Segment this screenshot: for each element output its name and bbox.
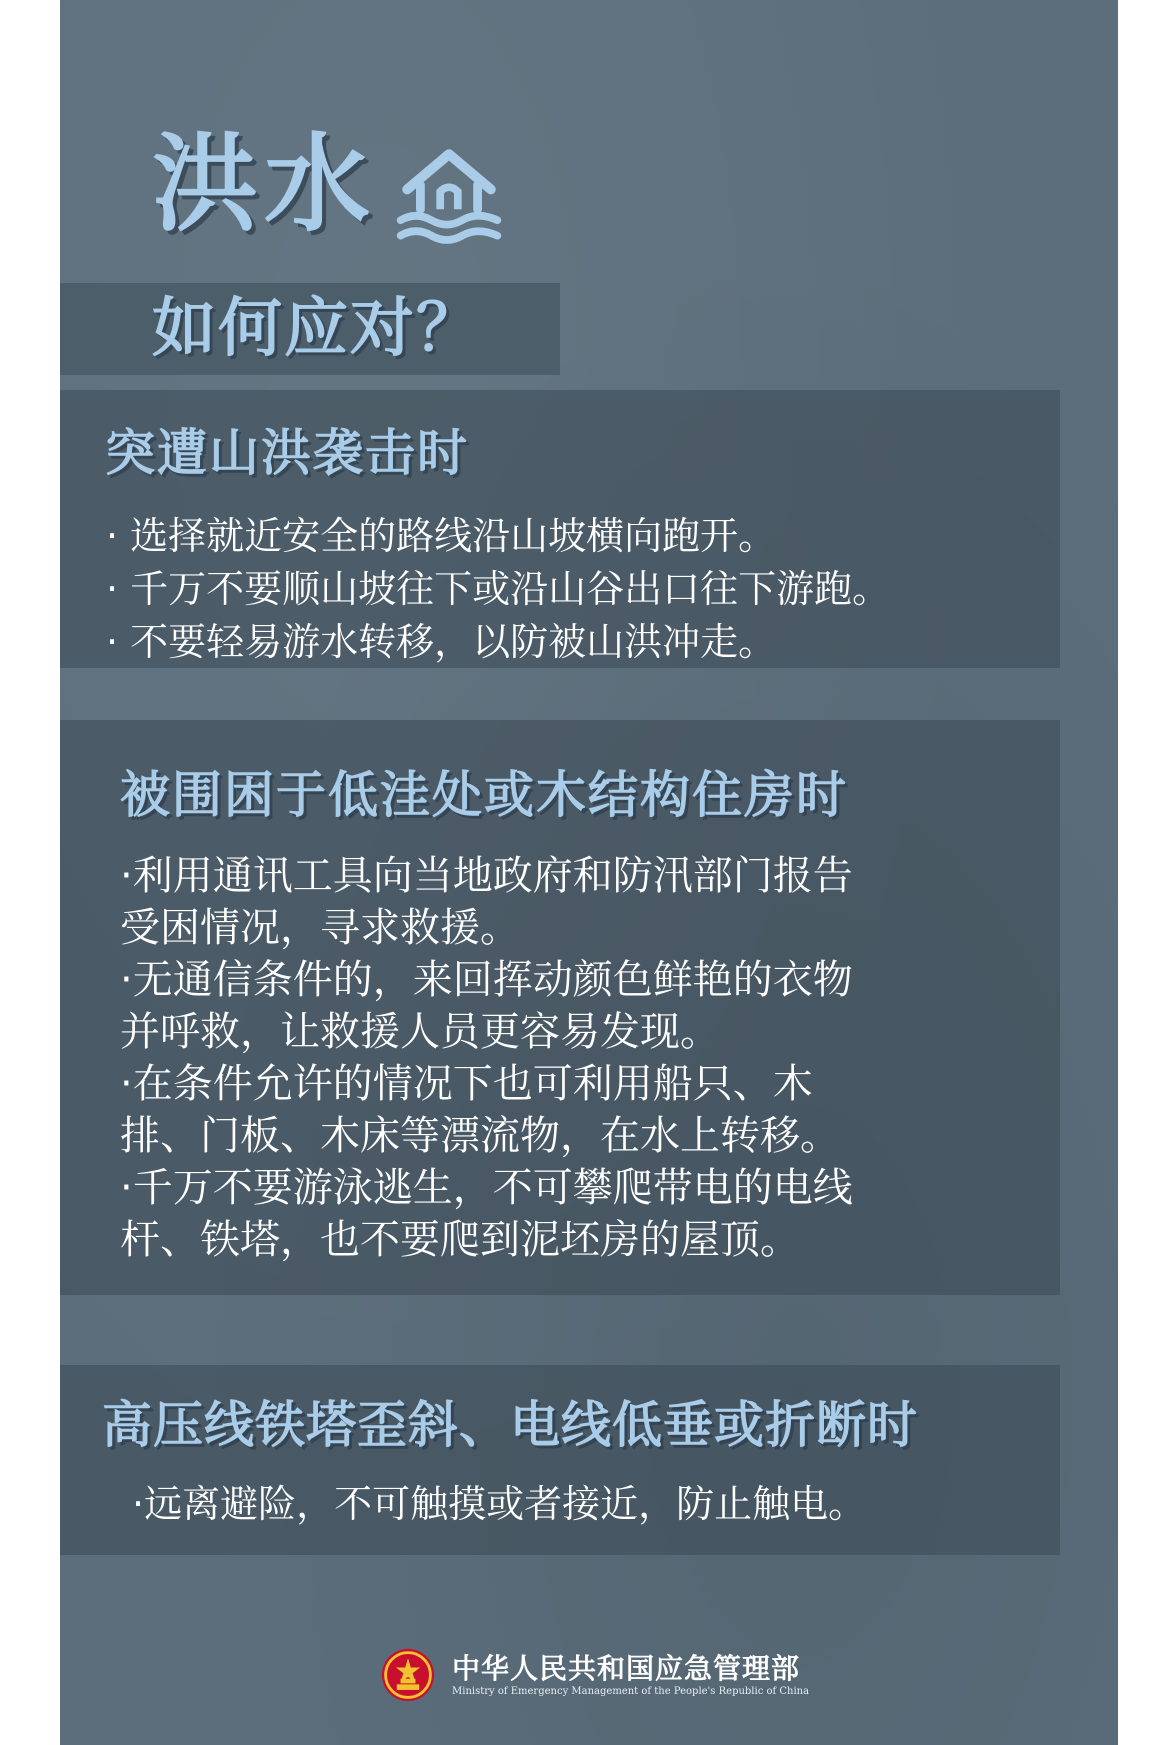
footer [380,1640,809,1710]
section-3-bullets [132,1478,866,1530]
list-item: 并呼救，让救援人员更容易发现。 [120,1009,720,1055]
list-item: ·利用通讯工具向当地政府和防汛部门报告 [120,853,853,899]
list-item: 受困情况，寻求救援。 [120,905,520,951]
list-item: ·无通信条件的，来回挥动颜色鲜艳的衣物 [120,957,853,1003]
main-title: 洪水 [152,123,376,246]
list-item: · 选择就近安全的路线沿山坡横向跑开。 [106,514,777,558]
org-name-cn: 中华人民共和国应急管理部 [452,1651,801,1685]
subtitle: 如何应对？ [152,292,482,366]
list-item: · 千万不要顺山坡往下或沿山谷出口往下游跑。 [106,567,891,611]
list-item: · 不要轻易游水转移，以防被山洪冲走。 [106,620,777,664]
section-2-heading: 被围困于低洼处或木结构住房时 [120,766,848,824]
org-name-en: Ministry of Emergency Management of the People's Republic of China [452,1686,810,1698]
section-1-bullets [106,510,890,669]
list-item: 排、门板、木床等漂流物，在水上转移。 [120,1113,840,1159]
list-item: ·远离避险，不可触摸或者接近，防止触电。 [132,1482,867,1526]
list-item: ·千万不要游泳逃生，不可攀爬带电的电线 [120,1165,853,1211]
section-2-bullets [120,850,853,1266]
national-emblem-icon [380,1647,436,1703]
house-in-flood-icon [394,141,504,251]
section-3-heading: 高压线铁塔歪斜、电线低垂或折断时 [102,1396,918,1454]
poster [60,0,1118,1745]
list-item: 杆、铁塔，也不要爬到泥坯房的屋顶。 [120,1217,800,1263]
footer-text [452,1652,809,1699]
list-item: ·在条件允许的情况下也可利用船只、木 [120,1061,813,1107]
title-row [152,115,504,255]
section-1-heading: 突遭山洪袭击时 [105,424,469,482]
